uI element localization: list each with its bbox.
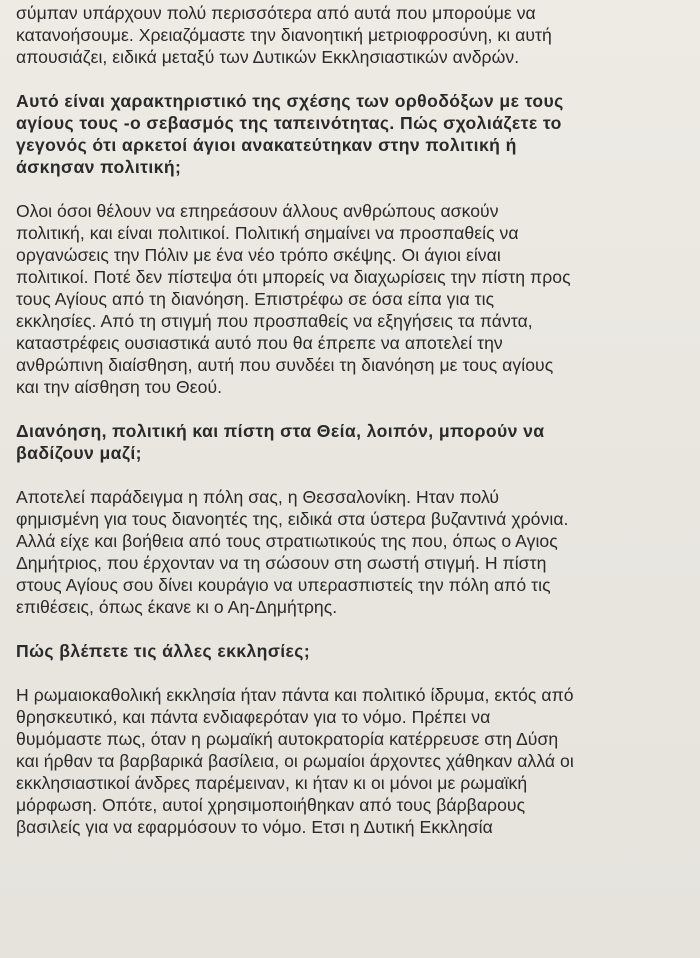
text-line: ανθρώπινη διαίσθηση, αυτή που συνδέει τη διανόηση με τους αγίους [16, 355, 554, 375]
text-line: βαδίζουν μαζί; [16, 443, 142, 463]
paragraph-spacer [16, 68, 688, 90]
text-line: θυμόμαστε πως, όταν η ρωμαϊκή αυτοκρατορία κατέρρευσε στη Δύση [16, 729, 559, 749]
answer-paragraph-1 [16, 2, 688, 68]
answer-paragraph-2 [16, 200, 688, 398]
text-line: Πώς βλέπετε τις άλλες εκκλησίες; [16, 641, 311, 661]
paragraph-spacer [16, 662, 688, 684]
text-line: κατανοήσουμε. Χρειαζόμαστε την διανοητική μετριοφροσύνη, κι αυτή [16, 25, 552, 45]
text-line: Η ρωμαιοκαθολική εκκλησία ήταν πάντα και πολιτικό ίδρυμα, εκτός από [16, 685, 574, 705]
text-line: οργανώσεις την Πόλιν με ένα νέο τρόπο σκέψης. Οι άγιοι είναι [16, 245, 501, 265]
text-line: τους Αγίους από τη διανόηση. Επιστρέφω σε όσα είπα για τις [16, 289, 495, 309]
text-line: άσκησαν πολιτική; [16, 157, 182, 177]
paragraph-spacer [16, 618, 688, 640]
text-line: μόρφωση. Οπότε, αυτοί χρησιμοποιήθηκαν από τους βάρβαρους [16, 795, 526, 815]
text-line: πολιτικοί. Ποτέ δεν πίστεψα ότι μπορείς να διαχωρίσεις την πίστη προς [16, 267, 571, 287]
text-line: θρησκευτικό, και πάντα ενδιαφερόταν για το νόμο. Πρέπει να [16, 707, 491, 727]
text-line: εκκλησιαστικοί άνδρες παρέμειναν, κι ήταν κι οι μόνοι με ρωμαϊκή [16, 773, 528, 793]
text-line: Αποτελεί παράδειγμα η πόλη σας, η Θεσσαλονίκη. Ηταν πολύ [16, 487, 500, 507]
text-line: εκκλησίες. Από τη στιγμή που προσπαθείς να εξηγήσεις τα πάντα, [16, 311, 533, 331]
text-line: και την αίσθηση του Θεού. [16, 377, 223, 397]
text-line: Αυτό είναι χαρακτηριστικό της σχέσης των ορθοδόξων με τους [16, 91, 564, 111]
answer-paragraph-3 [16, 486, 688, 618]
text-line: Ολοι όσοι θέλουν να επηρεάσουν άλλους ανθρώπους ασκούν [16, 201, 499, 221]
text-line: Διανόηση, πολιτική και πίστη στα Θεία, λοιπόν, μπορούν να [16, 421, 545, 441]
interview-text [16, 2, 688, 838]
text-line: απουσιάζει, ειδικά μεταξύ των Δυτικών Εκκλησιαστικών ανδρών. [16, 47, 520, 67]
paragraph-spacer [16, 398, 688, 420]
text-line: Αλλά είχε και βοήθεια από τους στρατιωτικούς της που, όπως ο Αγιος [16, 531, 558, 551]
text-line: αγίους τους -ο σεβασμός της ταπεινότητας. Πώς σχολιάζετε το [16, 113, 562, 133]
text-line: φημισμένη για τους διανοητές της, ειδικά στα ύστερα βυζαντινά χρόνια. [16, 509, 569, 529]
text-line: στους Αγίους σου δίνει κουράγιο να υπερασπιστείς την πόλη από τις [16, 575, 551, 595]
question-paragraph-2 [16, 420, 688, 464]
text-line: Δημήτριος, που έρχονταν να τη σώσουν στη σωστή στιγμή. Η πίστη [16, 553, 547, 573]
paragraph-spacer [16, 178, 688, 200]
question-paragraph-1 [16, 90, 688, 178]
text-line: βασιλείς για να εφαρμόσουν το νόμο. Ετσι η Δυτική Εκκλησία [16, 817, 493, 837]
text-line: καταστρέφεις ουσιαστικά αυτό που θα έπρεπε να αποτελεί την [16, 333, 503, 353]
answer-paragraph-4 [16, 684, 688, 838]
text-line: επιθέσεις, όπως έκανε κι ο Αη-Δημήτρης. [16, 597, 338, 617]
text-line: γεγονός ότι αρκετοί άγιοι ανακατεύτηκαν στην πολιτική ή [16, 135, 517, 155]
text-line: σύμπαν υπάρχουν πολύ περισσότερα από αυτά που μπορούμε να [16, 3, 536, 23]
text-line: και ήρθαν τα βαρβαρικά βασίλεια, οι ρωμαίοι άρχοντες χάθηκαν αλλά οι [16, 751, 574, 771]
paragraph-spacer [16, 464, 688, 486]
text-line: πολιτική, και είναι πολιτικοί. Πολιτική σημαίνει να προσπαθείς να [16, 223, 519, 243]
question-paragraph-3 [16, 640, 688, 662]
